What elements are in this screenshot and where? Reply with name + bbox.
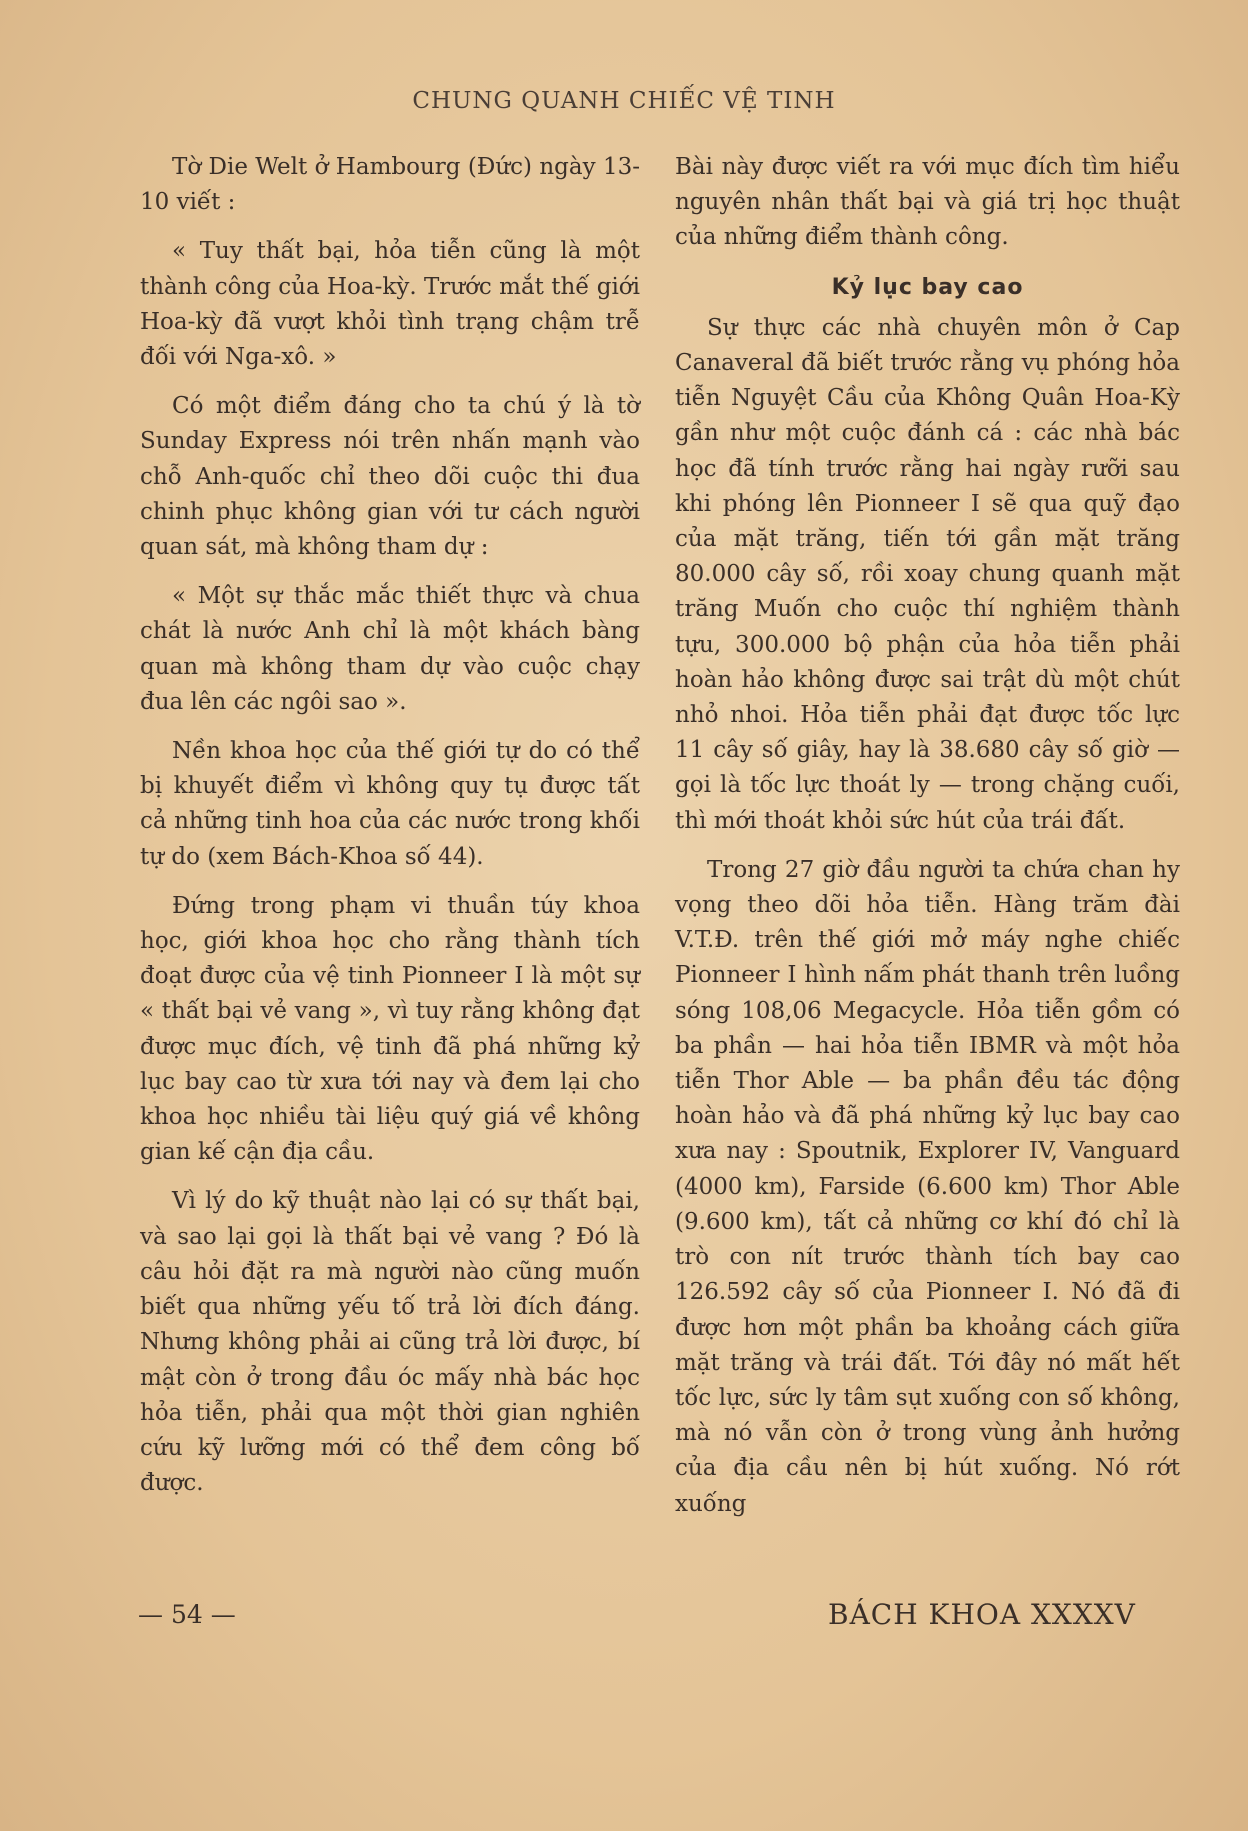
paragraph: Có một điểm đáng cho ta chú ý là tờ Sunday Express nói trên nhấn mạnh vào chỗ Anh-quốc chỉ theo dõi cuộc thi đua chinh phục không gian với tư cách người quan sát, mà không tham dự : [140,393,640,561]
paragraph: « Tuy thất bại, hỏa tiễn cũng là một thành công của Hoa-kỳ. Trước mắt thế giới Hoa-kỳ đã vượt khỏi tình trạng chậm trễ đối với Nga-xô. » [140,238,641,371]
intro-paragraph: Bài này được viết ra với mục đích tìm hiểu nguyên nhân thất bại và giá trị học thuật của những điểm thành công. [675,154,1180,251]
paragraph: Đứng trong phạm vi thuần túy khoa học, giới khoa học cho rằng thành tích đoạt được của vệ tinh Pionneer I là một sự « thất bại vẻ vang », vì tuy rằng không đạt được mục đích, vệ tinh đã phá những kỷ lục bay cao từ xưa tới nay và đem lại cho khoa học nhiều tài liệu quý giá về không gian kế cận địa cầu. [140,892,640,1166]
paragraph: Tờ Die Welt ở Hambourg (Đức) ngày 13-10 viết : [140,154,640,216]
left-column [140,150,640,1515]
publication-footer: BÁCH KHOA XXXXV [828,1598,1136,1631]
paragraph: Trong 27 giờ đầu người ta chứa chan hy vọng theo dõi hỏa tiễn. Hàng trăm đài V.T.Đ. trên thế giới mở máy nghe chiếc Pionneer I hình nấm phát thanh trên luồng sóng 108,06 Megacycle. Hỏa tiễn gồm có ba phần — hai hỏa tiễn IBMR và một hỏa tiễn Thor Able — ba phần đều tác động hoàn hảo và đã phá những kỷ lục bay cao xưa nay : Spoutnik, Explorer IV, Vanguard (4000 km), Farside (6.600 km) Thor Able (9.600 km), tất cả những cơ khí đó chỉ là trò con nít trước thành tích bay cao 126.592 cây số của Pionneer I. Nó đã đi được hơn một phần ba khoảng cách giữa mặt trăng và trái đất. Tới đây nó mất hết tốc lực, sức ly tâm sụt xuống con số không, mà nó vẫn còn ở trong vùng ảnh hưởng của địa cầu nên bị hút xuống. Nó rớt xuống [675,856,1180,1517]
paragraph: Vì lý do kỹ thuật nào lại có sự thất bại, và sao lại gọi là thất bại vẻ vang ? Đó là câu hỏi đặt ra mà người nào cũng muốn biết qua những yếu tố trả lời đích đáng. Nhưng không phải ai cũng trả lời được, bí mật còn ở trong đầu óc mấy nhà bác học hỏa tiễn, phải qua một thời gian nghiên cứu kỹ lưỡng mới có thể đem công bố được. [140,1188,640,1497]
paragraph: Nền khoa học của thế giới tự do có thể bị khuyết điểm vì không quy tụ được tất cả những tinh hoa của các nước trong khối tự do (xem Bách-Khoa số 44). [140,738,640,870]
page-number: — 54 — [138,1600,236,1629]
paragraph: Sự thực các nhà chuyên môn ở Cap Canaveral đã biết trước rằng vụ phóng hỏa tiễn Nguyệt Cầu của Không Quân Hoa-Kỳ gần như một cuộc đánh cá : các nhà bác học đã tính trước rằng hai ngày rưỡi sau khi phóng lên Pionneer I sẽ qua quỹ đạo của mặt trăng, tiến tới gần mặt trăng 80.000 cây số, rồi xoay chung quanh mặt trăng Muốn cho cuộc thí nghiệm thành tựu, 300.000 bộ phận của hỏa tiễn phải hoàn hảo không được sai trật dù một chút nhỏ nhoi. Hỏa tiễn phải đạt được tốc lực 11 cây số giây, hay là 38.680 cây số giờ — gọi là tốc lực thoát ly — trong chặng cuối, thì mới thoát khỏi sức hút của trái đất. [675,314,1180,834]
right-column [675,150,1180,1536]
section-heading: Kỷ lục bay cao [831,274,1024,300]
running-title: CHUNG QUANH CHIẾC VỆ TINH [412,88,836,114]
paragraph: « Một sự thắc mắc thiết thực và chua chát là nước Anh chỉ là một khách bàng quan mà không tham dự vào cuộc chạy đua lên các ngôi sao ». [140,583,640,715]
